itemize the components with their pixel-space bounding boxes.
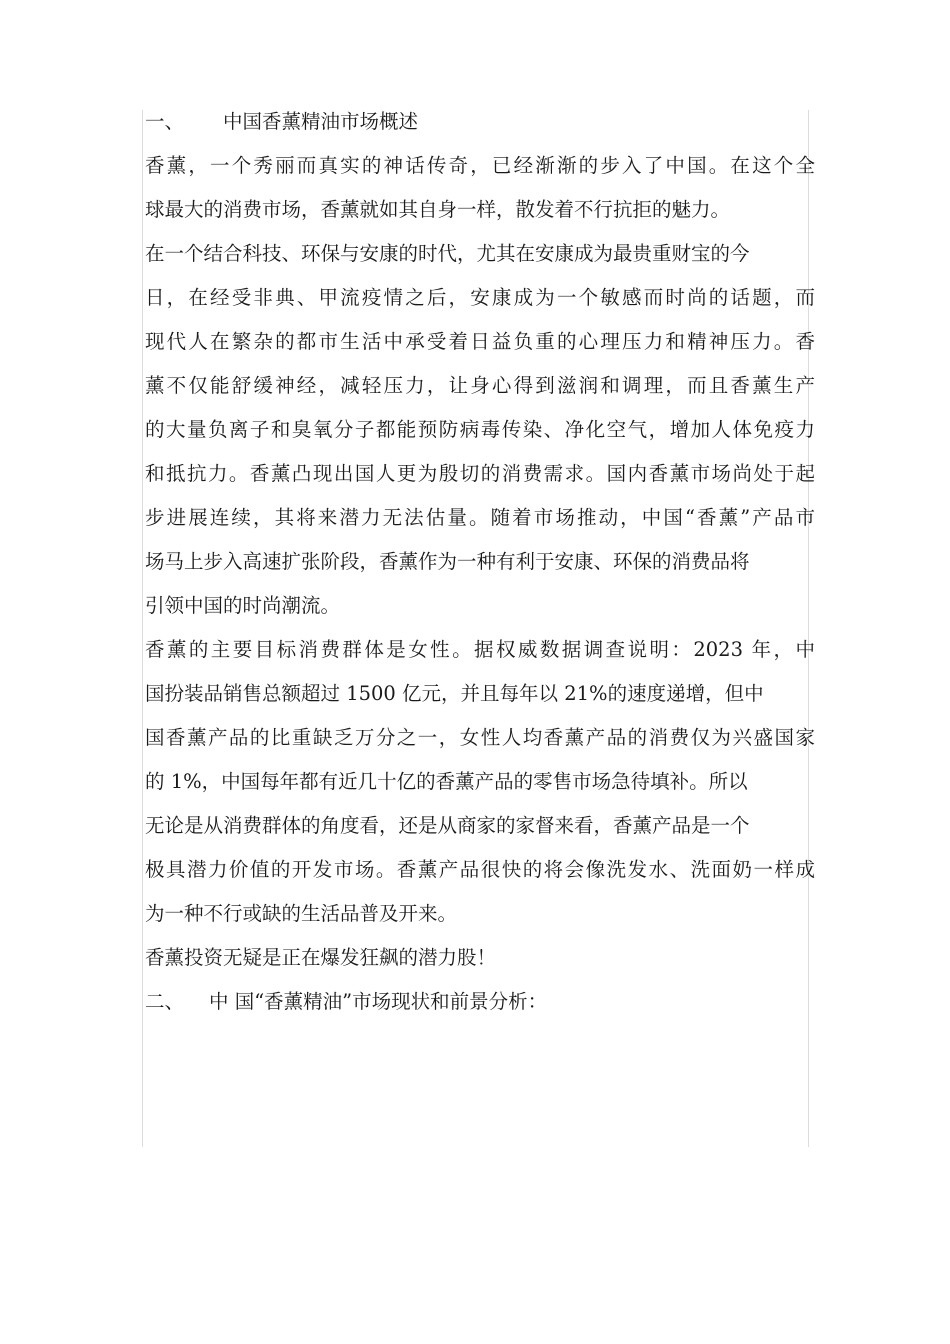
text-line: 的大量负离子和臭氧分子都能预防病毒传染、净化空气，增加人体免疫力 [145,418,815,441]
section-heading-1 [145,100,815,144]
paragraph-market-data [145,628,815,936]
text-line: 在一个结合科技、环保与安康的时代，尤其在安康成为最贵重财宝的今 [145,242,750,265]
paragraph-intro [145,144,815,232]
document-body [145,100,815,1024]
text-line: 球最大的消费市场，香薰就如其自身一样，散发着不行抗拒的魅力。 [145,198,731,221]
text-line: 引领中国的时尚潮流。 [145,594,341,617]
text-line: 的 1%，中国每年都有近几十亿的香薰产品的零售市场急待填补。所以 [145,770,748,793]
text-line: 薰不仅能舒缓神经，减轻压力，让身心得到滋润和调理，而且香薰生产 [145,374,815,397]
text-line: 和抵抗力。香薰凸现出国人更为殷切的消费需求。国内香薰市场尚处于起 [145,462,815,485]
page-frame-left [142,110,143,1147]
section-number: 一、 [145,110,185,133]
text-line: 香薰的主要目标消费群体是女性。据权威数据调查说明：2023 年，中 [145,638,815,661]
text-line: 极具潜力价值的开发市场。香薰产品很快的将会像洗发水、洗面奶一样成 [145,858,815,881]
text-line: 现代人在繁杂的都市生活中承受着日益负重的心理压力和精神压力。香 [145,330,815,353]
text-line: 场马上步入高速扩张阶段，香薰作为一种有利于安康、环保的消费品将 [145,550,750,573]
text-line: 香薰，一个秀丽而真实的神话传奇，已经渐渐的步入了中国。在这个全 [145,154,815,177]
text-line: 为一种不行或缺的生活品普及开来。 [145,902,458,925]
text-line: 无论是从消费群体的角度看，还是从商家的家督来看，香薰产品是一个 [145,814,750,837]
text-line: 步进展连续，其将来潜力无法估量。随着市场推动，中国“香薰”产品市 [145,506,815,529]
section-number: 二、 [145,990,185,1013]
section-heading-2 [145,980,815,1024]
text-line: 国香薰产品的比重缺乏万分之一，女性人均香薰产品的消费仅为兴盛国家 [145,726,815,749]
paragraph-health [145,232,815,628]
section-title: 中 国“香薰精油”市场现状和前景分析： [209,990,548,1013]
text-line: 日，在经受非典、甲流疫情之后，安康成为一个敏感而时尚的话题，而 [145,286,815,309]
section-title: 中国香薰精油市场概述 [223,110,419,133]
text-line: 国扮装品销售总额超过 1500 亿元，并且每年以 21%的速度递增，但中 [145,682,764,705]
paragraph-conclusion: 香薰投资无疑是正在爆发狂飙的潜力股！ [145,946,497,969]
